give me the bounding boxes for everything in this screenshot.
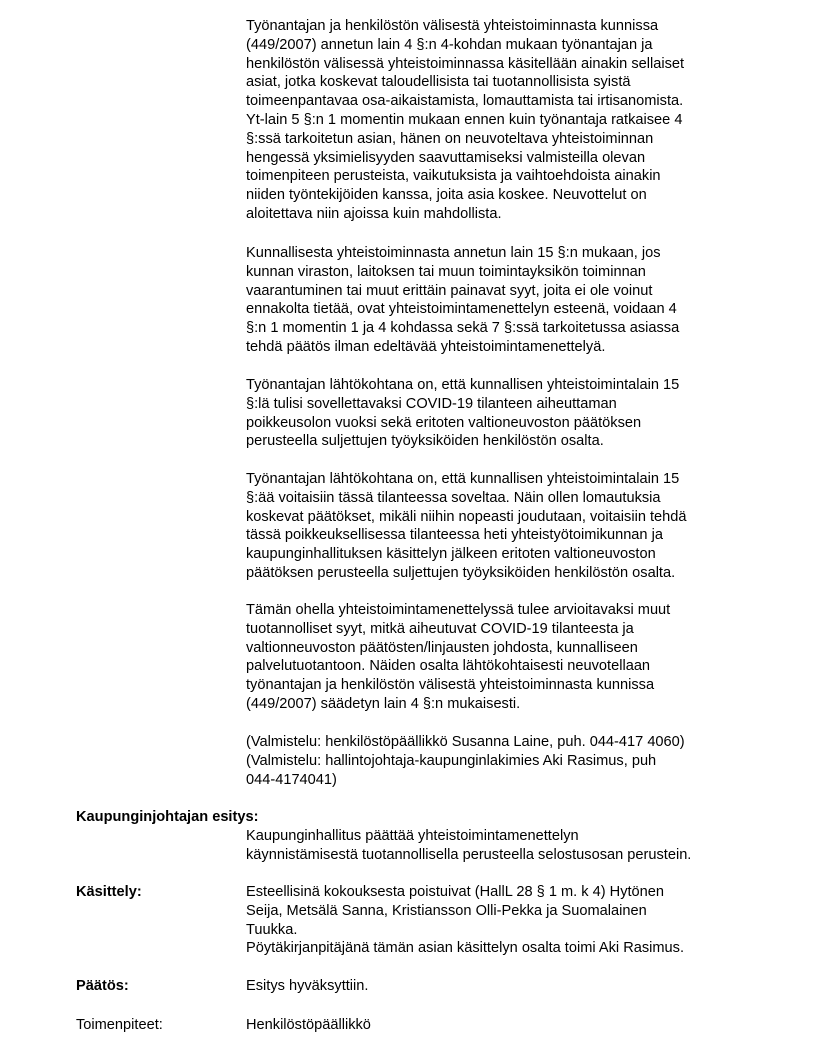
body-paragraph-3 xyxy=(246,376,746,451)
text-line: poikkeusolon vuoksi sekä eritoten valtioneuvoston päätöksen xyxy=(246,414,642,431)
text-line: hengessä yksimielisyyden saavuttamiseksi valmisteilla olevan xyxy=(246,149,646,166)
text-line: Seija, Metsälä Sanna, Kristiansson Olli-Pekka ja Suomalainen xyxy=(246,902,647,919)
text-line: tehdä päätös ilman edeltävää yhteistoimintamenettelyä. xyxy=(246,338,606,355)
text-line: Työnantajan lähtökohtana on, että kunnallisen yhteistoimintalain 15 xyxy=(246,471,680,487)
text-line: työnantajan ja henkilöstön välisestä yhteistoiminnasta kunnissa xyxy=(246,677,655,694)
text-line: (Valmistelu: henkilöstöpäällikkö Susanna Laine, puh. 044-417 4060) xyxy=(246,734,685,750)
actions-label: Toimenpiteet: xyxy=(76,1017,163,1033)
text-line: toimenpiteen perusteista, vaikutuksista ja vaihtoehdoista ainakin xyxy=(246,168,661,185)
text-line: (Valmistelu: hallintojohtaja-kaupunginlakimies Aki Rasimus, puh xyxy=(246,752,657,769)
text-line: asiat, jotka koskevat taloudellisista tai tuotannollisista syistä xyxy=(246,74,631,91)
text-line: henkilöstön välisessä yhteistoiminnassa käsitellään ainakin sellaiset xyxy=(246,55,685,72)
text-line: Kunnallisesta yhteistoiminnasta annetun lain 15 §:n mukaan, jos xyxy=(246,245,661,261)
text-line: Tämän ohella yhteistoimintamenettelyssä tulee arvioitavaksi muut xyxy=(246,602,671,618)
text-line: palvelutuotantoon. Näiden osalta lähtökohtaisesti neuvotellaan xyxy=(246,658,651,675)
handling-label: Käsittely: xyxy=(76,884,142,900)
decision-label: Päätös: xyxy=(76,978,129,994)
text-line: §:ää voitaisiin tässä tilanteessa soveltaa. Näin ollen lomautuksia xyxy=(246,489,661,506)
text-line: (449/2007) annetun lain 4 §:n 4-kohdan mukaan työnantajan ja xyxy=(246,36,653,53)
actions-text xyxy=(246,1016,746,1035)
text-line: tässä poikkeuksellisessa tilanteessa heti yhteistyötoimikunnan ja xyxy=(246,527,663,544)
preparer-info xyxy=(246,733,746,789)
text-line: Esitys hyväksyttiin. xyxy=(246,978,369,994)
body-paragraph-5 xyxy=(246,601,746,714)
text-line: Yt-lain 5 §:n 1 momentin mukaan ennen kuin työnantaja ratkaisee 4 xyxy=(246,111,683,128)
proposal-label: Kaupunginjohtajan esitys: xyxy=(76,809,259,825)
text-line: Kaupunginhallitus päättää yhteistoimintamenettelyn xyxy=(246,828,579,844)
text-line: kaupunginhallituksen käsittelyn jälkeen eritoten valtioneuvoston xyxy=(246,546,656,563)
text-line: Tuukka. xyxy=(246,921,298,938)
decision-text xyxy=(246,977,746,996)
text-line: Esteellisinä kokouksesta poistuivat (HallL 28 § 1 m. k 4) Hytönen xyxy=(246,884,665,900)
text-line: (449/2007) säädetyn lain 4 §:n mukaisesti. xyxy=(246,695,521,712)
text-line: käynnistämisestä tuotannollisella perusteella selostusosan perustein. xyxy=(246,846,692,863)
text-line: Henkilöstöpäällikkö xyxy=(246,1017,371,1033)
text-line: aloitettava niin ajoissa kuin mahdollista. xyxy=(246,205,502,222)
text-line: §:ssä tarkoitetun asian, hänen on neuvoteltava yhteistoiminnan xyxy=(246,130,654,147)
text-line: toimeenpantavaa osa-aikaistamista, lomauttamista tai irtisanomista. xyxy=(246,93,684,110)
text-line: ennakolta tietää, ovat yhteistoimintamenettelyn esteenä, voidaan 4 xyxy=(246,301,677,318)
text-line: päätöksen perusteella suljettujen työyksiköiden henkilöstön osalta. xyxy=(246,564,676,581)
text-line: perusteella suljettujen työyksiköiden henkilöstön osalta. xyxy=(246,433,604,450)
body-paragraph-4 xyxy=(246,470,746,583)
proposal-text xyxy=(246,827,746,865)
text-line: vaarantuminen tai muut erittäin painavat syyt, joita ei ole voinut xyxy=(246,282,653,299)
text-line: §:n 1 momentin 1 ja 4 kohdassa sekä 7 §:ssä tarkoitetussa asiassa xyxy=(246,320,680,337)
text-line: Työnantajan ja henkilöstön välisestä yhteistoiminnasta kunnissa xyxy=(246,18,659,34)
text-line: koskevat päätökset, mikäli niihin nopeasti joudutaan, voitaisiin tehdä xyxy=(246,508,687,525)
body-paragraph-2 xyxy=(246,244,746,357)
text-line: 044-4174041) xyxy=(246,771,337,788)
text-line: Pöytäkirjanpitäjänä tämän asian käsittelyn osalta toimi Aki Rasimus. xyxy=(246,940,685,957)
text-line: Työnantajan lähtökohtana on, että kunnallisen yhteistoimintalain 15 xyxy=(246,377,680,393)
text-line: §:lä tulisi sovellettavaksi COVID-19 tilanteen aiheuttaman xyxy=(246,395,617,412)
text-line: kunnan viraston, laitoksen tai muun toimintayksikön toiminnan xyxy=(246,263,646,280)
text-line: niiden työntekijöiden kanssa, joita asia koskee. Neuvottelut on xyxy=(246,187,647,204)
body-paragraph-1 xyxy=(246,17,746,224)
text-line: valtionneuvoston päätösten/linjausten johdosta, kunnalliseen xyxy=(246,639,638,656)
text-line: tuotannolliset syyt, mitkä aiheutuvat COVID-19 tilanteesta ja xyxy=(246,620,634,637)
handling-text xyxy=(246,883,746,958)
